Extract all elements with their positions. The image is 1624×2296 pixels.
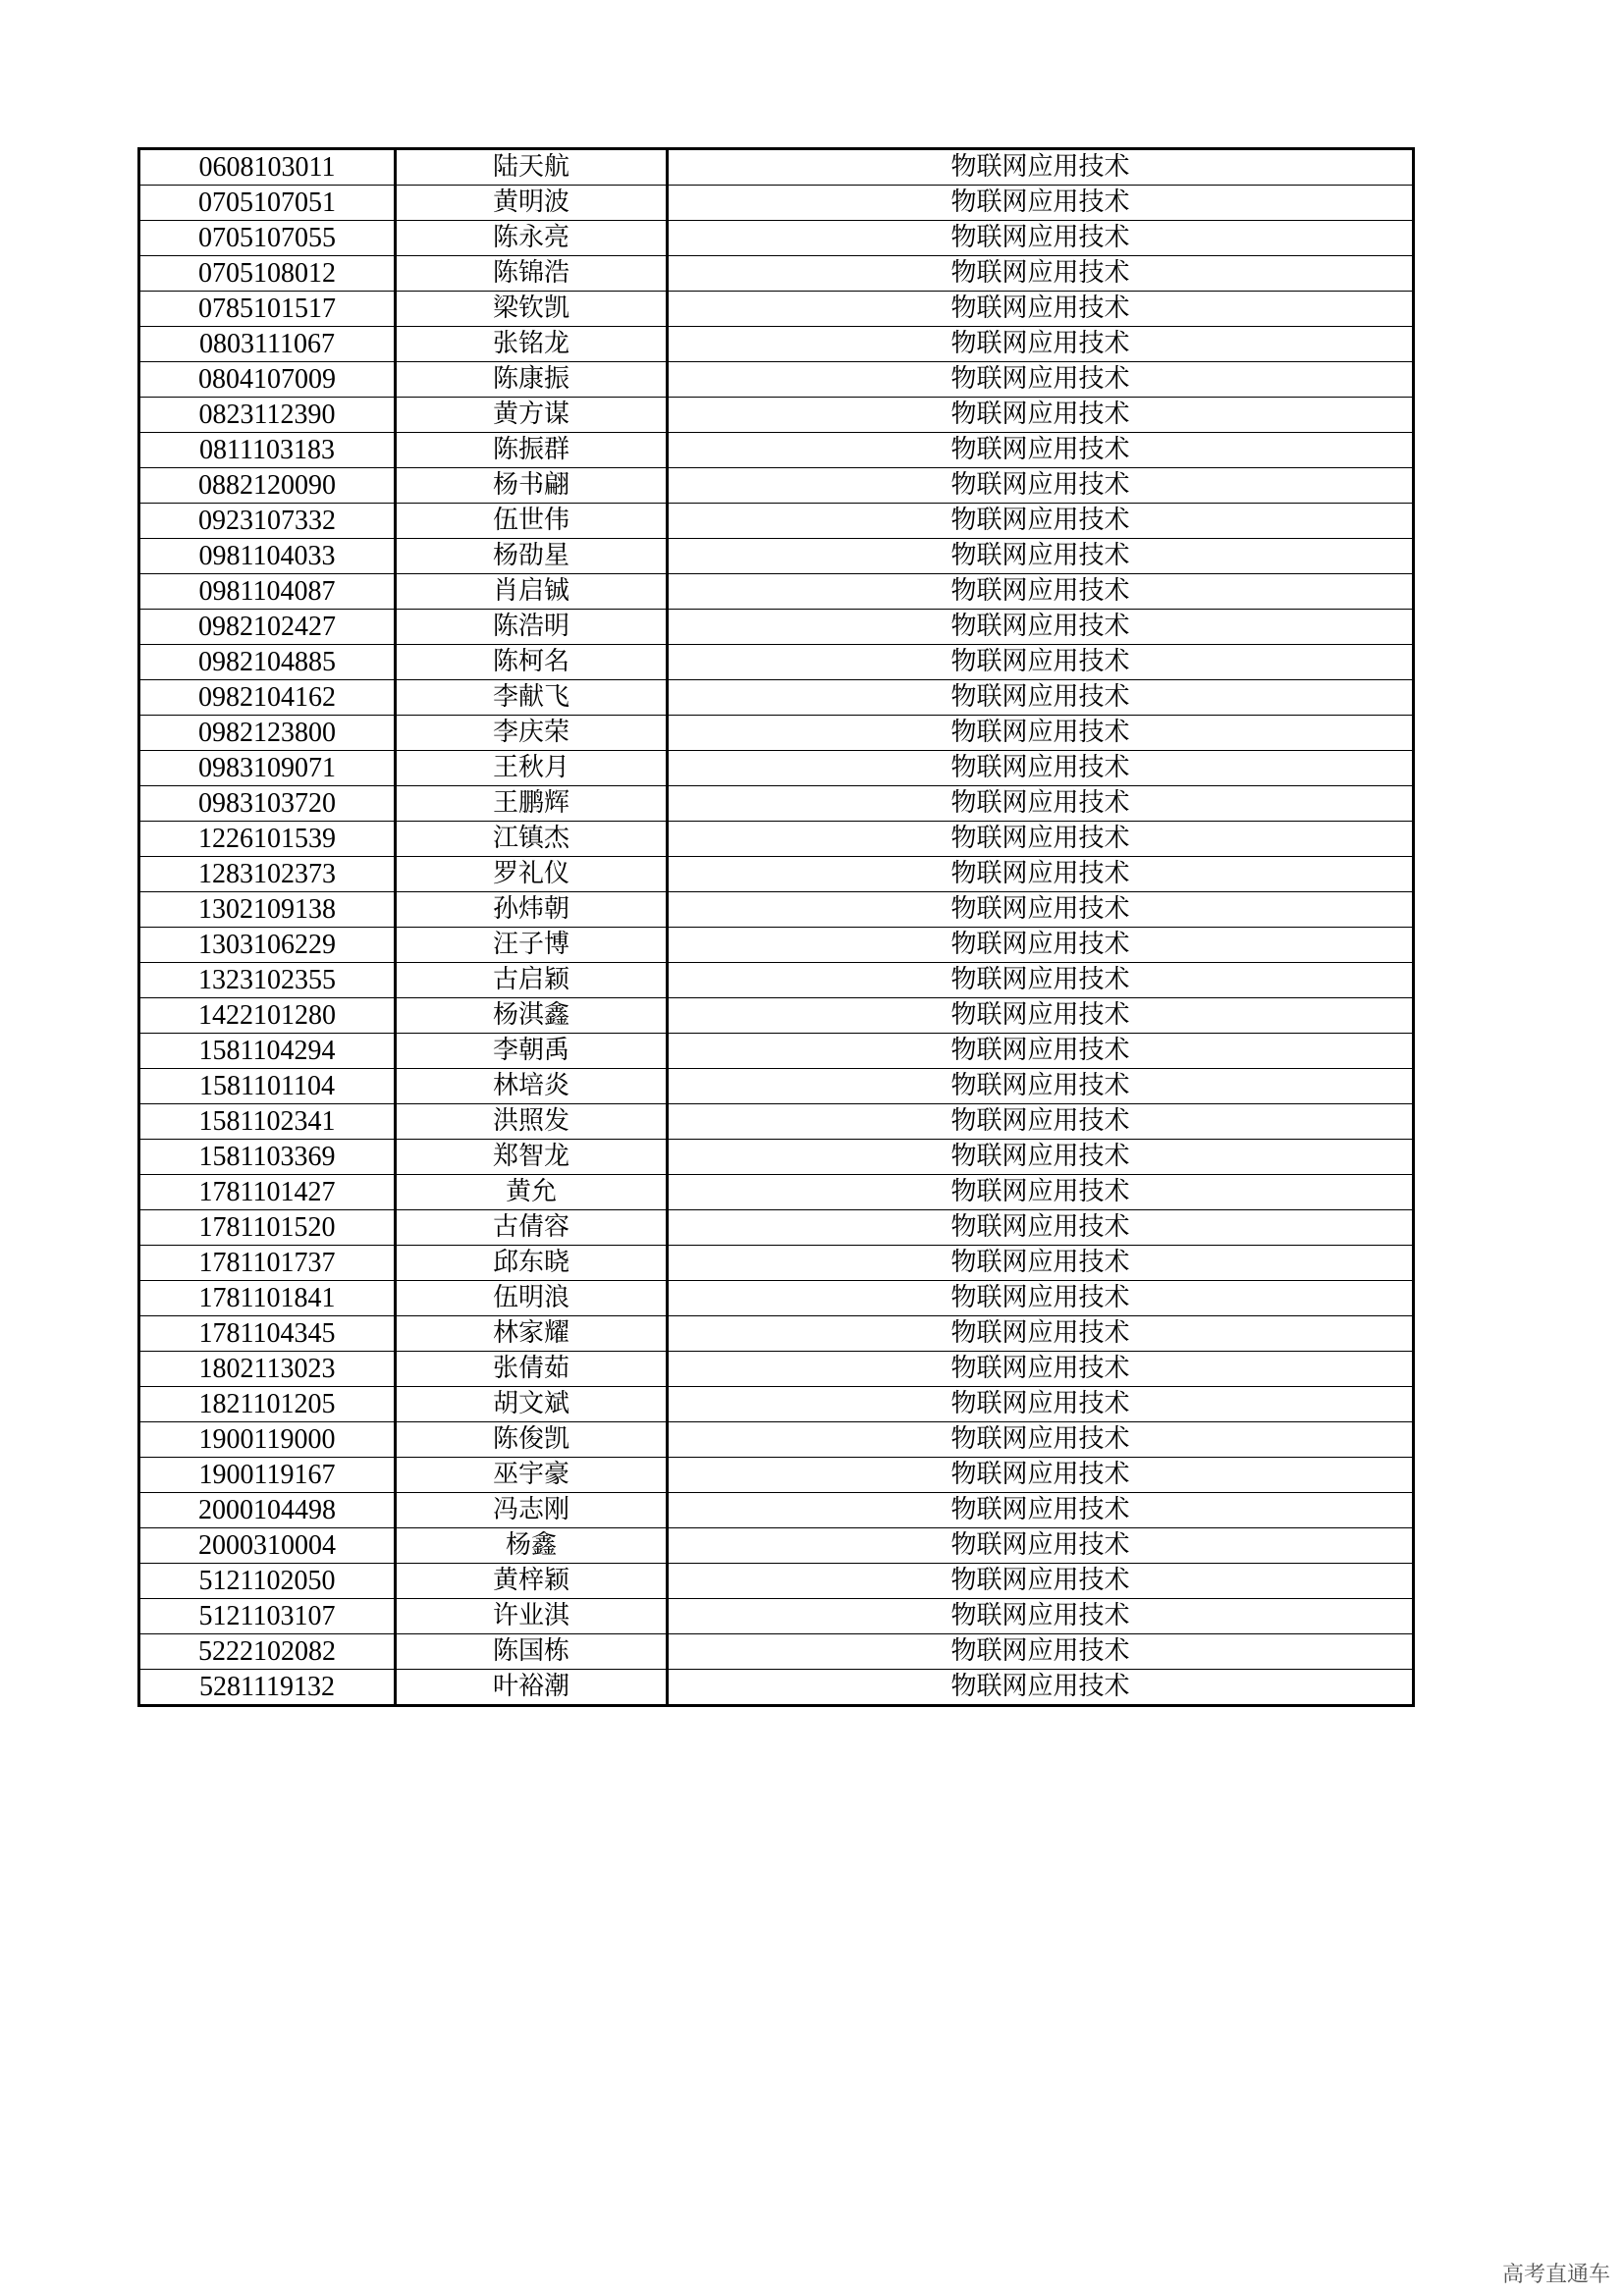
- major-cell: 物联网应用技术: [668, 398, 1414, 433]
- table-row: [139, 186, 1414, 221]
- table-row: [139, 822, 1414, 857]
- table-row: [139, 149, 1414, 186]
- student-id-cell: 1422101280: [139, 998, 396, 1034]
- major-cell: 物联网应用技术: [668, 221, 1414, 256]
- major-cell: 物联网应用技术: [668, 1034, 1414, 1069]
- student-name-cell: 巫宇豪: [396, 1458, 668, 1493]
- student-id-cell: 0785101517: [139, 292, 396, 327]
- table-row: [139, 1352, 1414, 1387]
- major-cell: 物联网应用技术: [668, 645, 1414, 680]
- major-cell: 物联网应用技术: [668, 1528, 1414, 1564]
- student-name-cell: 叶裕潮: [396, 1670, 668, 1706]
- student-name-cell: 黄明波: [396, 186, 668, 221]
- major-cell: 物联网应用技术: [668, 892, 1414, 928]
- table-row: [139, 716, 1414, 751]
- student-id-cell: 5121103107: [139, 1599, 396, 1634]
- major-cell: 物联网应用技术: [668, 1564, 1414, 1599]
- student-name-cell: 罗礼仪: [396, 857, 668, 892]
- table-row: [139, 998, 1414, 1034]
- student-id-cell: 0983109071: [139, 751, 396, 786]
- student-id-cell: 1323102355: [139, 963, 396, 998]
- major-cell: 物联网应用技术: [668, 751, 1414, 786]
- student-name-cell: 林培炎: [396, 1069, 668, 1104]
- student-id-cell: 1302109138: [139, 892, 396, 928]
- student-name-cell: 黄允: [396, 1175, 668, 1210]
- table-row: [139, 327, 1414, 362]
- student-name-cell: 陈永亮: [396, 221, 668, 256]
- student-id-cell: 1900119000: [139, 1422, 396, 1458]
- student-id-cell: 1781101427: [139, 1175, 396, 1210]
- student-id-cell: 1283102373: [139, 857, 396, 892]
- table-row: [139, 1493, 1414, 1528]
- major-cell: 物联网应用技术: [668, 362, 1414, 398]
- student-id-cell: 1802113023: [139, 1352, 396, 1387]
- student-id-cell: 1781101841: [139, 1281, 396, 1316]
- student-name-cell: 郑智龙: [396, 1140, 668, 1175]
- table-row: [139, 786, 1414, 822]
- student-name-cell: 梁钦凯: [396, 292, 668, 327]
- student-id-cell: 1226101539: [139, 822, 396, 857]
- student-id-cell: 0923107332: [139, 504, 396, 539]
- table-row: [139, 504, 1414, 539]
- major-cell: 物联网应用技术: [668, 539, 1414, 574]
- table-row: [139, 1210, 1414, 1246]
- student-id-cell: 0811103183: [139, 433, 396, 468]
- major-cell: 物联网应用技术: [668, 998, 1414, 1034]
- table-row: [139, 1387, 1414, 1422]
- student-id-cell: 0981104033: [139, 539, 396, 574]
- major-cell: 物联网应用技术: [668, 1210, 1414, 1246]
- table-row: [139, 362, 1414, 398]
- table-row: [139, 574, 1414, 610]
- student-id-cell: 0705107055: [139, 221, 396, 256]
- student-name-cell: 古启颖: [396, 963, 668, 998]
- student-name-cell: 林家耀: [396, 1316, 668, 1352]
- table-row: [139, 680, 1414, 716]
- student-id-cell: 1581102341: [139, 1104, 396, 1140]
- table-row: [139, 1528, 1414, 1564]
- major-cell: 物联网应用技术: [668, 1422, 1414, 1458]
- student-name-cell: 黄方谋: [396, 398, 668, 433]
- student-id-cell: 1581101104: [139, 1069, 396, 1104]
- major-cell: 物联网应用技术: [668, 186, 1414, 221]
- table-row: [139, 610, 1414, 645]
- major-cell: 物联网应用技术: [668, 1140, 1414, 1175]
- table-row: [139, 539, 1414, 574]
- major-cell: 物联网应用技术: [668, 1458, 1414, 1493]
- student-name-cell: 王秋月: [396, 751, 668, 786]
- table-row: [139, 1246, 1414, 1281]
- major-cell: 物联网应用技术: [668, 1069, 1414, 1104]
- student-name-cell: 陈柯名: [396, 645, 668, 680]
- student-id-cell: 0803111067: [139, 327, 396, 362]
- student-id-cell: 5222102082: [139, 1634, 396, 1670]
- student-name-cell: 胡文斌: [396, 1387, 668, 1422]
- major-cell: 物联网应用技术: [668, 1493, 1414, 1528]
- table-row: [139, 892, 1414, 928]
- student-name-cell: 王鹏辉: [396, 786, 668, 822]
- table-row: [139, 751, 1414, 786]
- student-id-cell: 0982104162: [139, 680, 396, 716]
- student-name-cell: 陆天航: [396, 149, 668, 186]
- student-id-cell: 0804107009: [139, 362, 396, 398]
- student-name-cell: 邱东晓: [396, 1246, 668, 1281]
- student-id-cell: 1900119167: [139, 1458, 396, 1493]
- student-id-cell: 0608103011: [139, 149, 396, 186]
- student-name-cell: 张倩茹: [396, 1352, 668, 1387]
- major-cell: 物联网应用技术: [668, 963, 1414, 998]
- table-row: [139, 1564, 1414, 1599]
- student-id-cell: 1581104294: [139, 1034, 396, 1069]
- table-row: [139, 857, 1414, 892]
- student-id-cell: 1581103369: [139, 1140, 396, 1175]
- student-id-cell: 0982102427: [139, 610, 396, 645]
- student-id-cell: 1821101205: [139, 1387, 396, 1422]
- admission-roster-table: [137, 147, 1415, 1707]
- student-name-cell: 陈俊凯: [396, 1422, 668, 1458]
- student-name-cell: 李朝禹: [396, 1034, 668, 1069]
- student-name-cell: 冯志刚: [396, 1493, 668, 1528]
- major-cell: 物联网应用技术: [668, 1246, 1414, 1281]
- student-name-cell: 杨鑫: [396, 1528, 668, 1564]
- major-cell: 物联网应用技术: [668, 256, 1414, 292]
- table-row: [139, 1422, 1414, 1458]
- major-cell: 物联网应用技术: [668, 680, 1414, 716]
- student-name-cell: 陈康振: [396, 362, 668, 398]
- table-row: [139, 1069, 1414, 1104]
- student-name-cell: 孙炜朝: [396, 892, 668, 928]
- table-row: [139, 256, 1414, 292]
- student-name-cell: 肖启铖: [396, 574, 668, 610]
- student-id-cell: 0981104087: [139, 574, 396, 610]
- student-id-cell: 0982123800: [139, 716, 396, 751]
- student-name-cell: 江镇杰: [396, 822, 668, 857]
- table-row: [139, 1104, 1414, 1140]
- student-id-cell: 1303106229: [139, 928, 396, 963]
- major-cell: 物联网应用技术: [668, 1599, 1414, 1634]
- table-row: [139, 1458, 1414, 1493]
- table-row: [139, 292, 1414, 327]
- table-row: [139, 398, 1414, 433]
- watermark-text: 高考直通车: [1501, 2263, 1610, 2287]
- student-id-cell: 1781101737: [139, 1246, 396, 1281]
- student-id-cell: 5121102050: [139, 1564, 396, 1599]
- student-id-cell: 0823112390: [139, 398, 396, 433]
- major-cell: 物联网应用技术: [668, 327, 1414, 362]
- table-row: [139, 1599, 1414, 1634]
- student-id-cell: 0983103720: [139, 786, 396, 822]
- table-row: [139, 221, 1414, 256]
- major-cell: 物联网应用技术: [668, 1104, 1414, 1140]
- student-id-cell: 0705108012: [139, 256, 396, 292]
- student-name-cell: 陈浩明: [396, 610, 668, 645]
- major-cell: 物联网应用技术: [668, 786, 1414, 822]
- student-id-cell: 2000310004: [139, 1528, 396, 1564]
- student-name-cell: 许业淇: [396, 1599, 668, 1634]
- major-cell: 物联网应用技术: [668, 1387, 1414, 1422]
- student-name-cell: 张铭龙: [396, 327, 668, 362]
- table-row: [139, 468, 1414, 504]
- table-row: [139, 1670, 1414, 1706]
- table-row: [139, 1281, 1414, 1316]
- student-id-cell: 0705107051: [139, 186, 396, 221]
- major-cell: 物联网应用技术: [668, 468, 1414, 504]
- student-name-cell: 汪子博: [396, 928, 668, 963]
- major-cell: 物联网应用技术: [668, 292, 1414, 327]
- student-name-cell: 杨劭星: [396, 539, 668, 574]
- major-cell: 物联网应用技术: [668, 716, 1414, 751]
- major-cell: 物联网应用技术: [668, 504, 1414, 539]
- major-cell: 物联网应用技术: [668, 1175, 1414, 1210]
- major-cell: 物联网应用技术: [668, 1281, 1414, 1316]
- student-name-cell: 陈国栋: [396, 1634, 668, 1670]
- student-name-cell: 杨淇鑫: [396, 998, 668, 1034]
- table-row: [139, 1634, 1414, 1670]
- student-name-cell: 陈振群: [396, 433, 668, 468]
- table-row: [139, 1316, 1414, 1352]
- major-cell: 物联网应用技术: [668, 928, 1414, 963]
- major-cell: 物联网应用技术: [668, 1316, 1414, 1352]
- student-name-cell: 古倩容: [396, 1210, 668, 1246]
- student-name-cell: 黄梓颖: [396, 1564, 668, 1599]
- major-cell: 物联网应用技术: [668, 822, 1414, 857]
- student-name-cell: 杨书翩: [396, 468, 668, 504]
- major-cell: 物联网应用技术: [668, 1670, 1414, 1706]
- table-row: [139, 645, 1414, 680]
- table-row: [139, 1140, 1414, 1175]
- student-id-cell: 2000104498: [139, 1493, 396, 1528]
- student-name-cell: 洪照发: [396, 1104, 668, 1140]
- table-row: [139, 1034, 1414, 1069]
- table-row: [139, 963, 1414, 998]
- student-name-cell: 李庆荣: [396, 716, 668, 751]
- major-cell: 物联网应用技术: [668, 1634, 1414, 1670]
- student-id-cell: 5281119132: [139, 1670, 396, 1706]
- table-row: [139, 1175, 1414, 1210]
- major-cell: 物联网应用技术: [668, 610, 1414, 645]
- major-cell: 物联网应用技术: [668, 857, 1414, 892]
- student-id-cell: 1781104345: [139, 1316, 396, 1352]
- major-cell: 物联网应用技术: [668, 433, 1414, 468]
- roster-table-body: [139, 149, 1414, 1706]
- major-cell: 物联网应用技术: [668, 149, 1414, 186]
- student-id-cell: 1781101520: [139, 1210, 396, 1246]
- table-row: [139, 433, 1414, 468]
- student-name-cell: 李献飞: [396, 680, 668, 716]
- major-cell: 物联网应用技术: [668, 574, 1414, 610]
- major-cell: 物联网应用技术: [668, 1352, 1414, 1387]
- student-name-cell: 伍世伟: [396, 504, 668, 539]
- student-id-cell: 0882120090: [139, 468, 396, 504]
- student-id-cell: 0982104885: [139, 645, 396, 680]
- table-row: [139, 928, 1414, 963]
- student-name-cell: 伍明浪: [396, 1281, 668, 1316]
- student-name-cell: 陈锦浩: [396, 256, 668, 292]
